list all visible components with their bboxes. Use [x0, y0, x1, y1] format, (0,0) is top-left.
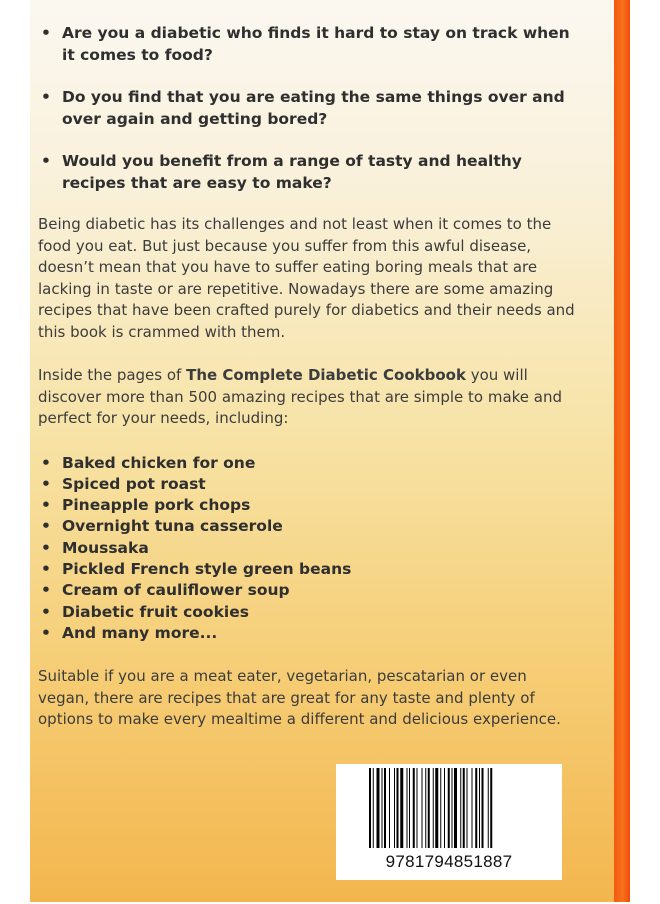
recipe-list [38, 453, 578, 645]
recipe-item: • Baked chicken for one [38, 453, 578, 474]
barcode-box [336, 764, 562, 880]
question-list [38, 22, 578, 194]
recipe-item: • And many more... [38, 623, 578, 644]
orange-spine [614, 0, 630, 902]
question-item: • Are you a diabetic who finds it hard to stay on track when it comes to food? [38, 22, 578, 66]
inside-paragraph [38, 365, 578, 430]
question-item: • Do you find that you are eating the same things over and over again and getting bored? [38, 86, 578, 130]
back-cover [30, 0, 614, 902]
recipe-item: • Moussaka [38, 538, 578, 559]
isbn-number: 9781794851887 [385, 852, 513, 871]
recipe-item: • Cream of cauliflower soup [38, 580, 578, 601]
recipe-item: • Pickled French style green beans [38, 559, 578, 580]
barcode-icon [369, 768, 529, 848]
question-item: • Would you benefit from a range of tasty and healthy recipes that are easy to make? [38, 150, 578, 194]
closing-paragraph: Suitable if you are a meat eater, vegetarian, pescatarian or even vegan, there are recipes that are great for any taste and plenty of options to make every mealtime a different and delicious experience. [38, 667, 561, 729]
recipe-item: • Pineapple pork chops [38, 495, 578, 516]
intro-paragraph: Being diabetic has its challenges and not least when it comes to the food you eat. But just because you suffer from this awful disease, doesn’t mean that you have to suffer eating boring meals that are lacking in taste or are repetitive. Nowadays there are some amazing recipes that have been crafted purely for diabetics and their needs and this book is crammed with them. [38, 215, 575, 341]
recipe-item: • Spiced pot roast [38, 474, 578, 495]
inside-text-after: you will discover more than 500 amazing recipes that are simple to make and perfect for your needs, including: [38, 366, 563, 427]
book-title: The Complete Diabetic Cookbook [186, 366, 466, 384]
recipe-item: • Diabetic fruit cookies [38, 602, 578, 623]
inside-text-before: Inside the pages of [38, 366, 187, 384]
cover-text [38, 22, 578, 731]
recipe-item: • Overnight tuna casserole [38, 516, 578, 537]
